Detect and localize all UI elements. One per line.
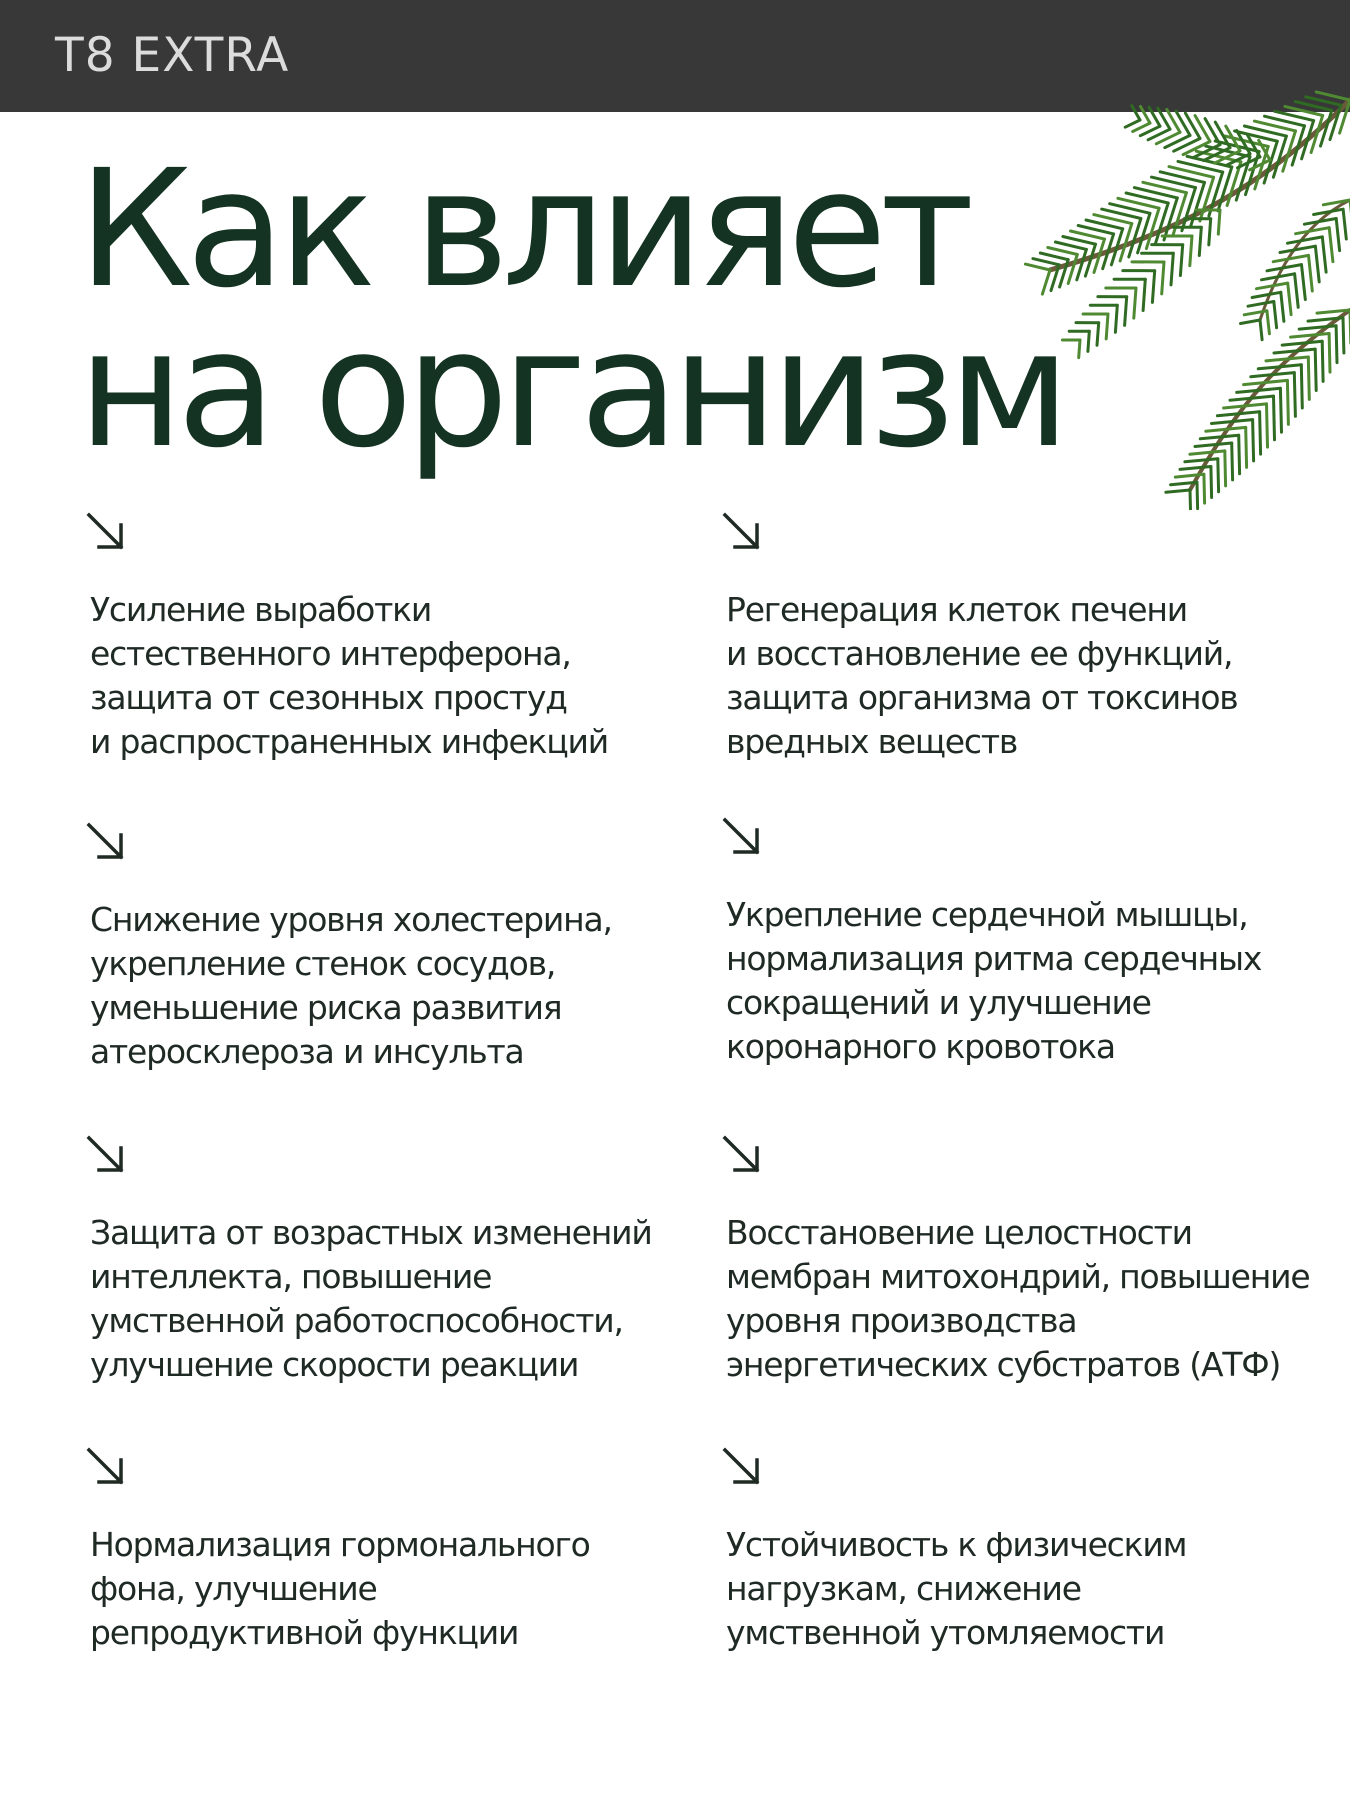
pine-needle — [1294, 373, 1295, 417]
pine-needle — [1212, 420, 1253, 424]
arrow-down-right-icon — [720, 1133, 764, 1177]
pine-needle — [1162, 262, 1164, 294]
arrow-down-right-icon — [720, 510, 764, 554]
pine-needle — [1204, 474, 1205, 503]
pine-needle — [1211, 467, 1212, 498]
pine-needle — [1301, 365, 1302, 408]
pine-needle — [1125, 297, 1127, 326]
pine-needle — [1282, 341, 1322, 345]
pine-needle — [1209, 219, 1211, 245]
pine-needle — [1205, 119, 1220, 145]
pine-needle — [1274, 302, 1277, 328]
feature-item — [84, 510, 724, 761]
feature-text: Снижение уровня холестерина, укрепление стенок сосудов, уменьшение риска развития атеросклероза и инсульта — [90, 900, 612, 1071]
pine-needle — [1343, 318, 1344, 353]
pine-needle — [1152, 271, 1154, 303]
pine-needle — [1309, 255, 1313, 291]
pine-needle — [1133, 123, 1150, 131]
pine-needle — [1239, 435, 1240, 474]
pine-needle — [1253, 420, 1254, 461]
pine-needle — [1274, 349, 1315, 353]
pine-needle — [1185, 113, 1200, 138]
feature-item — [720, 1133, 1350, 1384]
pine-needle — [1200, 177, 1214, 221]
pine-needle — [1134, 288, 1136, 318]
pine-needle — [1291, 334, 1330, 338]
feature-item — [720, 510, 1350, 761]
pine-needle — [1173, 193, 1187, 236]
pine-needle — [1315, 246, 1319, 282]
pine-needle — [1218, 210, 1220, 234]
title-line-1: Как влияет — [78, 136, 968, 324]
pine-needle — [1166, 490, 1190, 492]
pine-needle — [1190, 236, 1192, 266]
pine-needle — [1244, 380, 1288, 384]
pine-needle — [1267, 311, 1270, 334]
pine-needle — [1246, 427, 1247, 467]
feature-text: Усиление выработки естественного интерферона, защита от сезонных простуд и распространенных инфекций — [90, 590, 609, 761]
feature-text: Восстановение целостности мембран митохондрий, повышение уровня производства энергетических субстратов (АТФ) — [726, 1213, 1310, 1384]
feature-item — [720, 1445, 1350, 1652]
pine-needle — [1195, 443, 1232, 447]
pine-needle — [1180, 467, 1211, 470]
pine-needle — [1302, 265, 1306, 300]
pine-needle — [1267, 404, 1268, 447]
arrow-down-right-icon — [720, 815, 764, 859]
feature-item — [84, 1133, 724, 1384]
pine-needle — [1252, 292, 1281, 297]
brand-name: T8 EXTRA — [55, 28, 290, 83]
pine-needle — [1322, 341, 1323, 381]
page-title — [78, 136, 1078, 484]
feature-text: Устойчивость к физическим нагрузкам, снижение умственной утомляемости — [726, 1525, 1187, 1652]
pine-needle — [1197, 482, 1198, 509]
arrow-down-right-icon — [84, 1133, 128, 1177]
pine-needle — [1343, 209, 1346, 239]
pine-needle — [1237, 388, 1281, 392]
pine-needle — [1132, 106, 1140, 120]
pine-needle — [1200, 435, 1238, 439]
pine-needle — [1274, 396, 1275, 440]
pine-needle — [1288, 283, 1291, 315]
pine-needle — [1260, 412, 1261, 454]
feature-item — [720, 815, 1350, 1066]
pine-needle — [1115, 305, 1117, 332]
pine-needle — [1106, 314, 1108, 339]
feature-text: Укрепление сердечной мышцы, нормализация ритма сердечных сокращений и улучшение коронарного кровотока — [726, 895, 1262, 1066]
pine-needle — [1195, 116, 1210, 142]
pine-needle — [1217, 412, 1259, 416]
pine-needle — [1199, 227, 1201, 255]
pine-needle — [1180, 245, 1182, 276]
pine-needle — [1190, 490, 1191, 510]
feature-item — [84, 1445, 724, 1652]
pine-needle — [1316, 92, 1350, 100]
pine-needle — [1336, 326, 1337, 363]
pine-needle — [1232, 443, 1233, 480]
feature-text: Защита от возрастных изменений интеллекта, повышение умственной работоспособности, улучшение скорости реакции — [90, 1213, 652, 1384]
pine-needle — [1171, 253, 1173, 285]
pine-needle — [1088, 331, 1089, 351]
pine-needle — [1287, 380, 1288, 424]
pine-needle — [1079, 340, 1080, 358]
pine-needle — [1260, 320, 1262, 340]
pine-needle — [1248, 302, 1274, 307]
pine-needle — [1225, 451, 1226, 486]
pine-needle — [1295, 274, 1299, 308]
pine-needle — [1322, 237, 1326, 272]
title-line-2: на организм — [78, 296, 1064, 484]
pine-needle — [1097, 323, 1099, 346]
feature-item — [84, 820, 724, 1071]
pine-needle — [1190, 451, 1225, 454]
pine-needle — [1241, 320, 1261, 324]
pine-needle — [1315, 349, 1316, 390]
pine-needle — [1329, 228, 1333, 262]
arrow-down-right-icon — [84, 1445, 128, 1489]
pine-needle — [1125, 120, 1140, 127]
pine-needle — [1299, 326, 1336, 329]
pine-needle — [1280, 388, 1281, 432]
pine-needle — [1230, 396, 1274, 400]
pine-needle — [1251, 373, 1295, 377]
pine-needle — [1143, 279, 1145, 310]
pine-needle — [1218, 167, 1232, 211]
pine-needle — [1224, 404, 1267, 408]
arrow-down-right-icon — [84, 820, 128, 864]
pine-needle — [1336, 219, 1339, 251]
pine-needle — [1266, 357, 1308, 361]
pine-needle — [1258, 365, 1301, 369]
feature-text: Нормализация гормонального фона, улучшение репродуктивной функции — [90, 1525, 590, 1652]
pine-needle — [1281, 292, 1284, 321]
arrow-down-right-icon — [84, 510, 128, 554]
pine-needle — [1182, 188, 1196, 231]
pine-needle — [1329, 334, 1330, 373]
pine-needle — [1308, 357, 1309, 399]
feature-text: Регенерация клеток печени и восстановление ее функций, защита организма от токсинов вредных веществ — [726, 590, 1238, 761]
pine-needle — [1218, 459, 1219, 492]
pine-needle — [1206, 427, 1246, 431]
pine-needle — [1164, 198, 1177, 240]
pine-needle — [1185, 459, 1218, 462]
arrow-down-right-icon — [720, 1445, 764, 1489]
